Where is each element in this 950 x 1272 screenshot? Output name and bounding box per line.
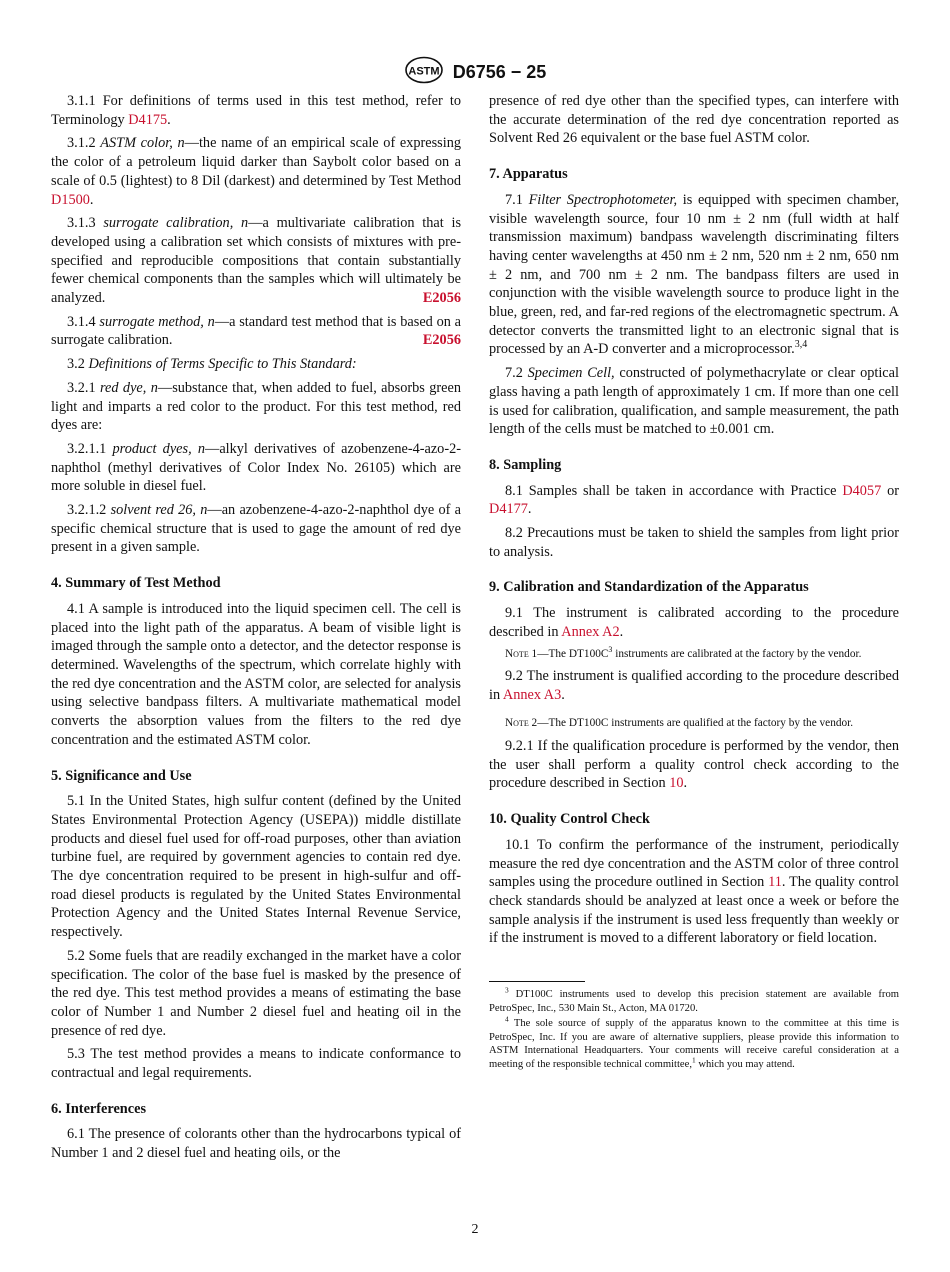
document-number: D6756 − 25 xyxy=(452,62,547,82)
para-3-1-2: 3.1.2 ASTM color, n—the name of an empirical scale of expressing the color of a petroleum liquid darker than Saybolt color based on a scale of 0.5 (lightest) to 8 Dil (darkest) and determined by Test Method D1500. xyxy=(51,135,462,208)
link-d4057[interactable]: D4057 xyxy=(842,482,882,499)
para-9-2: 9.2 The instrument is qualified according to the procedure described in Annex A3. xyxy=(489,668,899,703)
para-3-1-1: 3.1.1 For definitions of terms used in this test method, refer to Terminology D4175. xyxy=(51,93,461,128)
link-e2056-b[interactable]: E2056 xyxy=(422,332,461,349)
note-2: Note 2—The DT100C instruments are qualified at the factory by the vendor. xyxy=(505,717,854,730)
para-9-2-1: 9.2.1 If the qualification procedure is performed by the vendor, then the user shall perform a quality control check according to the procedure described in Section 10. xyxy=(489,737,899,792)
para-3-2: 3.2 Definitions of Terms Specific to This Standard: xyxy=(67,356,357,373)
footnote-4: $^4$ The sole source of supply of the apparatus known to the committee at this time is PetroSpec, Inc. If you are aware of alternative suppliers, please provide this information to ASTM International Headquarters. Your comments will receive careful consideration at a meeting of the responsible technical committee,$^1$ which you may attend. xyxy=(489,1014,899,1070)
link-section-11[interactable]: 11 xyxy=(768,874,782,891)
link-section-10[interactable]: 10 xyxy=(669,775,684,792)
astm-logo-icon xyxy=(404,56,444,89)
heading-section-6: 6. Interferences xyxy=(51,1100,147,1117)
heading-section-7: 7. Apparatus xyxy=(489,166,568,183)
heading-section-9: 9. Calibration and Standardization of the Apparatus xyxy=(489,579,809,596)
link-e2056-a[interactable]: E2056 xyxy=(422,290,461,307)
para-8-2: 8.2 Precautions must be taken to shield the samples from light prior to analysis. xyxy=(489,525,899,560)
para-3-2-1: 3.2.1 red dye, n—substance that, when added to fuel, absorbs green light and imparts a red color to the product. For this test method, red dyes are: xyxy=(51,379,461,434)
footnote-divider xyxy=(489,981,585,982)
heading-section-10: 10. Quality Control Check xyxy=(489,811,650,828)
left-column xyxy=(51,92,461,1168)
para-7-2: 7.2 Specimen Cell, constructed of polymethacrylate or clear optical glass having a path length of approximately 1 cm. If more than one cell is used for calibration, qualification, and sample measurement, the path length of the cells must be matched to ±0.001 cm. xyxy=(489,365,899,438)
right-column xyxy=(489,92,899,1074)
footnote-3: $^3$ DT100C instruments used to develop this precision statement are available from PetroSpec, Inc., 530 Main St., Acton, MA 01720. xyxy=(489,985,899,1014)
para-3-2-1-2: 3.2.1.2 solvent red 26, n—an azobenzene-4-azo-2-naphthol dye of a specific chemical structure that is used to gage the amount of red dye present in a given sample. xyxy=(51,502,462,556)
para-7-1: 7.1 Filter Spectrophotometer, is equipped with specimen chamber, visible wavelength source, four 10 nm ± 2 nm (full width at half transmission maximum) bandpass wavelength discriminating filters having center wavelengths at 450 nm ± 2 nm, 520 nm ± 2 nm, 650 nm ± 2 nm, and 700 nm ± 2 nm. The bandpass filters are used in conjunction with the visible wavelength source to produce light in the blue, green, red, and far-red regions of the electromagnetic spectrum. A detector converts the transmitted light to an electronic signal that is processed by an A-D converter and a microprocessor.$^{3,4}$ xyxy=(489,191,900,358)
footnote-ref-3-4: 3,4 xyxy=(794,339,808,351)
para-5-1: 5.1 In the United States, high sulfur content (defined by the United States Environmental Protection Agency (USEPA)) middle distillate products and diesel fuel used for off-road purposes, other than aviation turbine fuel, are required by government agencies to contain red dye. The dye concentration required to be present in high-sulfur and off-road diesel products is regulated by the United States Environmental Protection Agency and the United States Internal Revenue Service, respectively. xyxy=(51,793,461,941)
para-3-1-4: 3.1.4 surrogate method, n—a standard test method that is based on a surrogate calibration. E2056 xyxy=(51,313,462,349)
heading-section-8: 8. Sampling xyxy=(489,456,562,473)
link-annex-a2[interactable]: Annex A2 xyxy=(561,623,620,640)
link-d4177[interactable]: D4177 xyxy=(489,501,528,518)
para-9-1: 9.1 The instrument is calibrated according to the procedure described in Annex A2. xyxy=(489,605,899,640)
link-d1500[interactable]: D1500 xyxy=(51,191,90,208)
para-6-1: 6.1 The presence of colorants other than the hydrocarbons typical of Number 1 and 2 diesel fuel and heating oils, or the xyxy=(51,1126,461,1162)
para-3-1-3: 3.1.3 surrogate calibration, n—a multivariate calibration that is developed using a calibration set which consists of mixtures with pre-specified and reproducible compositions that contain substantially fewer chemical components than the samples which will ultimately be analyzed. E2056 xyxy=(51,215,462,307)
para-8-1: 8.1 Samples shall be taken in accordance with Practice D4057 or D4177. xyxy=(489,482,899,518)
page-number: 2 xyxy=(471,1222,479,1237)
heading-section-5: 5. Significance and Use xyxy=(51,767,192,784)
para-3-2-1-1: 3.2.1.1 product dyes, n—alkyl derivatives of azobenzene-4-azo-2-naphthol (methyl derivatives of Color Index No. 26105) which are more soluble in diesel fuel. xyxy=(51,440,461,495)
note-1: Note 1—The $DT100C^3$ instruments are calibrated at the factory by the vendor. xyxy=(505,644,862,660)
heading-section-4: 4. Summary of Test Method xyxy=(51,575,221,592)
link-d4175[interactable]: D4175 xyxy=(128,111,168,128)
link-annex-a3[interactable]: Annex A3 xyxy=(502,686,562,703)
para-6-1-continued: presence of red dye other than the specified types, can interfere with the accurate determination of the red dye concentration reported as Solvent Red 26 equivalent or the base fuel ASTM color. xyxy=(489,93,899,147)
logo-text: ASTM xyxy=(408,65,440,78)
para-4-1: 4.1 A sample is introduced into the liquid specimen cell. The cell is placed into the light path of the apparatus. A beam of visible light is imaged through the sample onto a detector, and the detector response is determined. Wavelengths of the spectrum, which correlate highly with the red dye concentration and the ASTM color, are selected for analysis using selective bandpass filters. A multivariate mathematical model converts the absorption values from the filters to the red dye concentration and the estimated ASTM color. xyxy=(51,600,461,748)
para-10-1: 10.1 To confirm the performance of the instrument, periodically measure the red dye concentration and the ASTM color of three control samples using the procedure outlined in Section 11. The quality control check standards should be analyzed at least once a week or before the sample analysis if the instrument is used less frequently than weekly or if the instrument is moved to a different laboratory or field location. xyxy=(489,836,899,947)
para-5-3: 5.3 The test method provides a means to indicate conformance to contractual and legal requirements. xyxy=(51,1046,461,1082)
para-5-2: 5.2 Some fuels that are readily exchanged in the market have a color specification. The color of the base fuel is masked by the presence of the red dye. This test method provides a means of estimating the base color of Number 1 and Number 2 diesel fuel and heating oil in the presence of red dye. xyxy=(51,947,461,1039)
page-header xyxy=(0,56,950,89)
